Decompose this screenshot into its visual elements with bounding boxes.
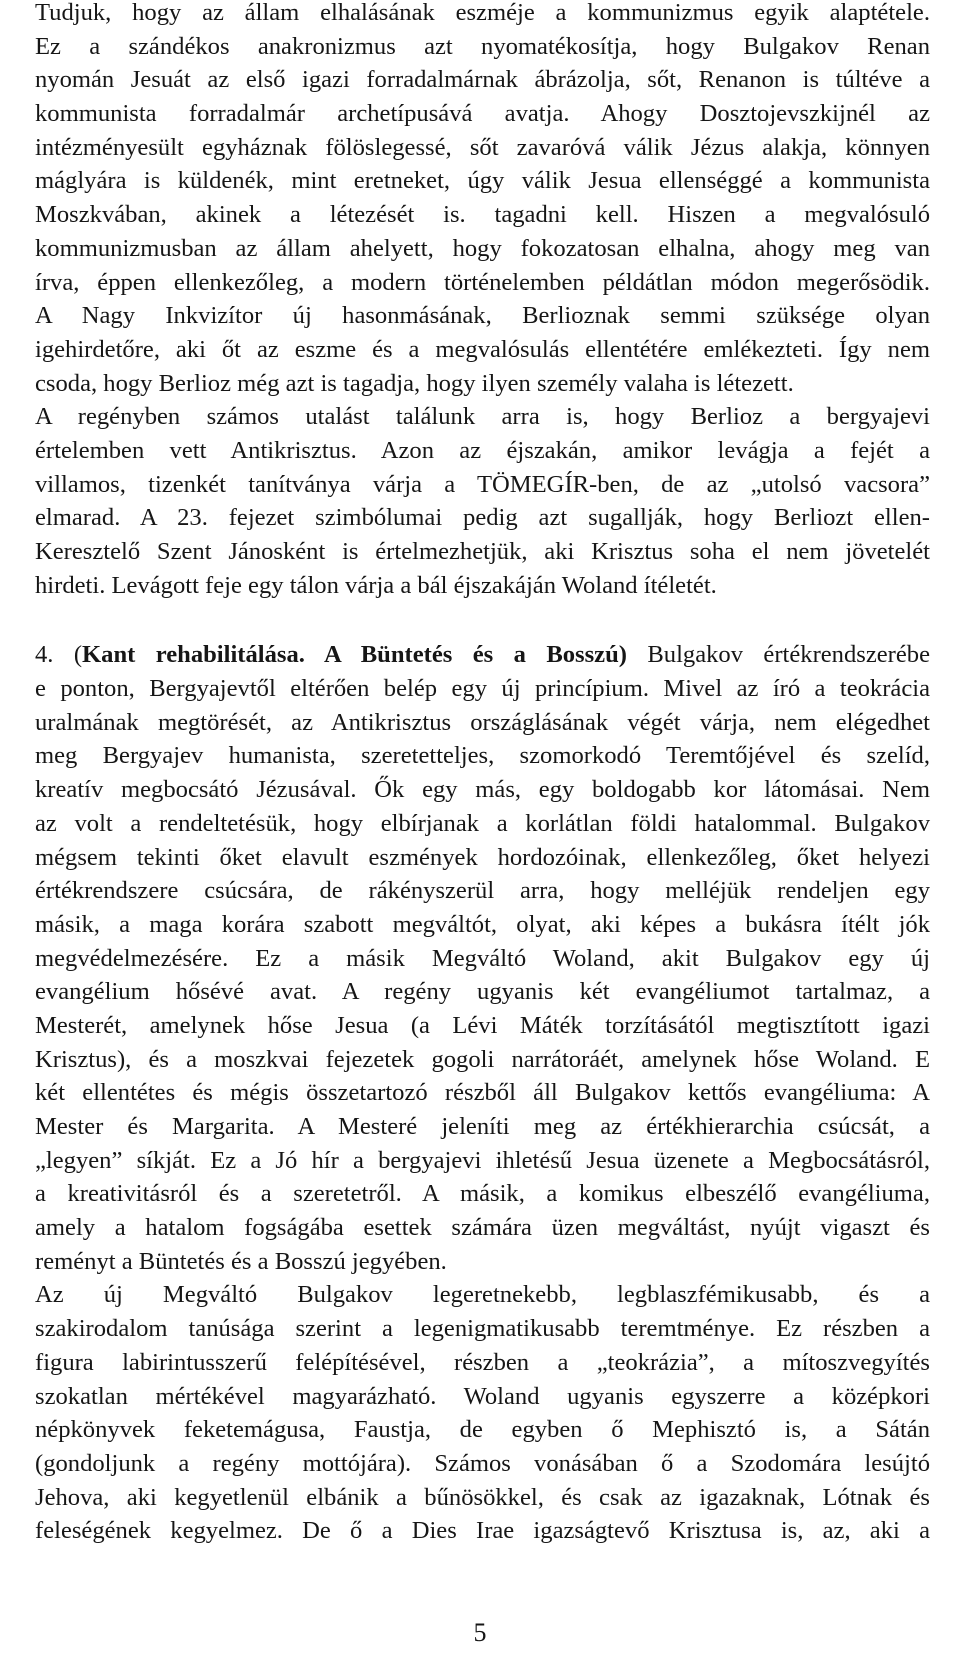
text-line: írva, éppen ellenkezőleg, a modern történelemben példátlan módon megerősödik.: [35, 268, 930, 296]
text-line: meg Bergyajev humanista, szeretetteljes, szomorkodó Teremtőjével és szelíd,: [35, 742, 930, 770]
text-line: csoda, hogy Berlioz még azt is tagadja, hogy ilyen személy valaha is létezett.: [35, 369, 794, 397]
text-line: Az új Megváltó Bulgakov legeretnekebb, legblaszfémikusabb, és a: [35, 1281, 930, 1309]
page-number: 5: [473, 1618, 487, 1647]
text-line: „legyen” síkját. Ez a Jó hír a bergyajevi ihletésű Jesua üzenete a Megbocsátásról,: [35, 1146, 930, 1174]
text-line: reményt a Büntetés és a Bosszú jegyében.: [35, 1247, 447, 1275]
text-line: Mester és Margarita. A Mesteré jeleníti meg az értékhierarchia csúcsát, a: [35, 1113, 930, 1140]
section-heading-rest: Bulgakov értékrendszerébe: [626, 641, 930, 669]
section-number: 4. (: [35, 641, 83, 669]
text-line: feleségének kegyelmez. De ő a Dies Irae igazságtevő Krisztusa is, az, aki a: [35, 1517, 930, 1545]
text-line: Moszkvában, akinek a létezését is. tagadni kell. Hiszen a megvalósuló: [35, 201, 930, 229]
text-line: Ez a szándékos anakronizmus azt nyomatékosítja, hogy Bulgakov Renan: [35, 32, 930, 60]
text-line: (gondoljunk a regény mottójára). Számos vonásában ő a Szodomára lesújtó: [35, 1449, 930, 1477]
paragraph-gap: [35, 602, 930, 638]
text-line: értelemben vett Antikrisztus. Azon az éjszakán, amikor levágja a fejét a: [35, 436, 930, 464]
text-line: az volt a rendeltetésük, hogy elbírjanak a korlátlan földi hatalommal. Bulgakov: [35, 809, 930, 837]
text-line: máglyára is küldenék, mint eretneket, úgy válik Jesua ellenséggé a kommunista: [35, 167, 930, 195]
text-line: kommunizmusban az állam ahelyett, hogy fokozatosan elhalna, ahogy meg van: [35, 234, 930, 262]
text-line: Keresztelő Szent Jánosként is értelmezhetjük, aki Krisztus soha el nem jövetelét: [35, 538, 930, 565]
text-line: evangélium hősévé avat. A regény ugyanis két evangéliumot tartalmaz, a: [35, 978, 930, 1006]
text-line: elmarad. A 23. fejezet szimbólumai pedig azt sugallják, hogy Berliozt ellen-: [35, 504, 930, 532]
text-line: A regényben számos utalást találunk arra is, hogy Berlioz a bergyajevi: [35, 403, 930, 431]
text-line: figura labirintusszerű felépítésével, részben a „teokrázia”, a mítoszvegyítés: [35, 1348, 930, 1376]
section-title: Kant rehabilitálása. A Büntetés és a Bosszú): [82, 641, 627, 669]
text-line: a kreativitásról és a szeretetről. A másik, a komikus elbeszélő evangéliuma,: [35, 1180, 930, 1208]
text-line: népkönyvek feketemágusa, Faustja, de egyben ő Mephisztó is, a Sátán: [35, 1416, 930, 1444]
text-line: A Nagy Inkvizítor új hasonmásának, Berlioznak semmi szüksége olyan: [35, 302, 930, 330]
text-line: másik, a maga korára szabott megváltót, olyat, aki képes a bukásra ítélt jók: [35, 910, 930, 938]
text-line: szokatlan mértékével magyarázható. Woland ugyanis egyszerre a középkori: [35, 1382, 930, 1410]
text-line: mégsem tekinti őket elavult eszmények hordozóinak, ellenkezőleg, őket helyezi: [35, 843, 930, 871]
text-line: villamos, tizenkét tanítványa várja a TÖMEGÍR-ben, de az „utolsó vacsora”: [35, 470, 930, 498]
text-line: kreatív megbocsátó Jézusával. Ők egy más, egy boldogabb kor látomásai. Nem: [35, 776, 930, 804]
text-line: hirdeti. Levágott feje egy tálon várja a bál éjszakáján Woland ítéletét.: [35, 571, 717, 599]
text-line: nyomán Jesuát az első igazi forradalmárnak ábrázolja, sőt, Renanon is túltéve a: [35, 66, 930, 94]
text-line: e ponton, Bergyajevtől eltérően belép egy új princípium. Mivel az író a teokrácia: [35, 675, 930, 703]
text-line: igehirdetőre, aki őt az eszme és a megvalósulás ellentétére emlékezteti. Így nem: [35, 335, 930, 363]
text-line: Jehova, aki kegyetlenül elbánik a bűnösökkel, és csak az igazaknak, Lótnak és: [35, 1483, 930, 1511]
document-page: [35, 0, 930, 1548]
text-line: Mesterét, amelynek hőse Jesua (a Lévi Máték torzításától megtisztított igazi: [35, 1011, 930, 1039]
text-line: kommunista forradalmár archetípusává avatja. Ahogy Dosztojevszkijnél az: [35, 100, 930, 128]
text-line: intézményesült egyháznak fölöslegessé, sőt zavaróvá válik Jézus alakja, könnyen: [35, 133, 930, 161]
text-line: megvédelmezésére. Ez a másik Megváltó Woland, akit Bulgakov egy új: [35, 944, 930, 972]
section-heading-line: [35, 638, 930, 672]
text-line: szakirodalom tanúsága szerint a legenigmatikusabb teremtménye. Ez részben a: [35, 1315, 930, 1343]
text-line: uralmának megtörését, az Antikrisztus országlásának végét várja, nem elégedhet: [35, 708, 930, 736]
text-line: Krisztus), és a moszkvai fejezetek gogoli narrátoráét, amelynek hőse Woland. E: [35, 1045, 930, 1073]
text-line: értékrendszere csúcsára, de rákényszerül arra, hogy melléjük rendeljen egy: [35, 877, 930, 905]
text-line: Tudjuk, hogy az állam elhalásának eszméje a kommunizmus egyik alaptétele.: [35, 0, 930, 26]
text-line: amely a hatalom fogságába esettek számára üzen megváltást, nyújt vigaszt és: [35, 1214, 930, 1242]
text-line: két ellentétes és mégis összetartozó részből áll Bulgakov kettős evangéliuma: A: [35, 1079, 930, 1107]
